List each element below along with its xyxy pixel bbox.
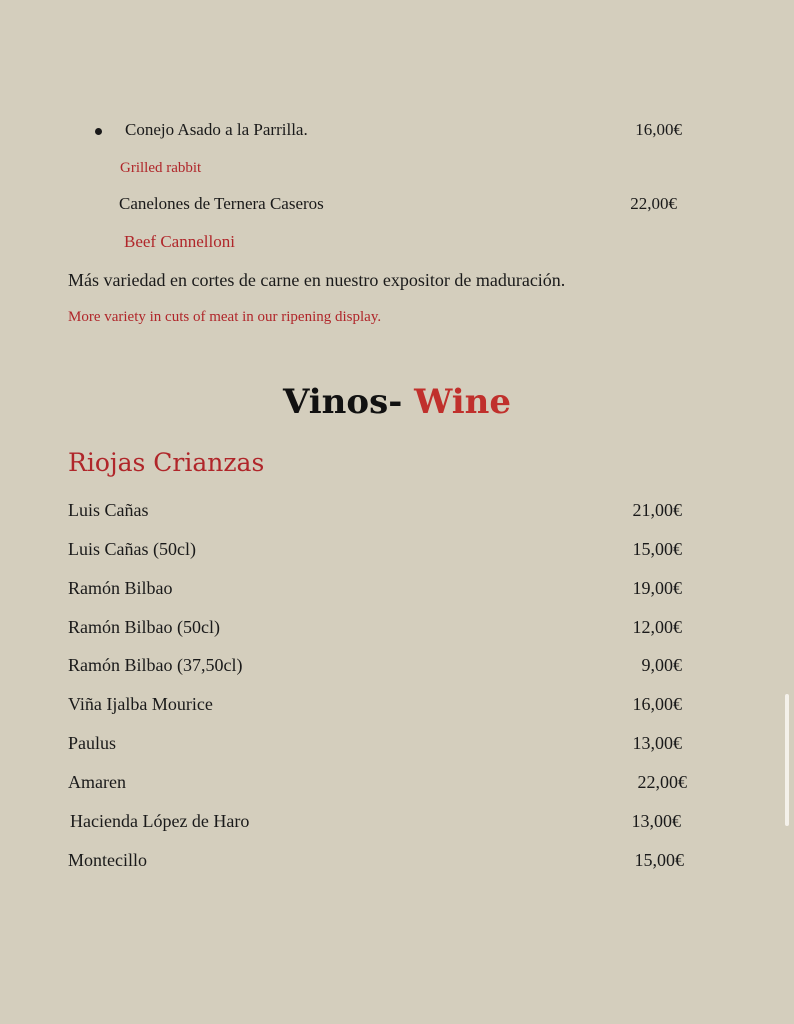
section-title: Riojas Crianzas [68,448,265,477]
wine-name: Montecillo [68,850,147,870]
dish-translation: Beef Cannelloni [124,232,235,251]
meat-note-translation: More variety in cuts of meat in our ripening display. [68,309,382,325]
wine-price: 16,00€ [632,694,682,714]
dish-price: 22,00€ [630,194,677,213]
scrollbar[interactable] [785,694,789,826]
bullet-icon [95,128,102,135]
wine-name: Luis Cañas [68,500,149,520]
wine-price: 15,00€ [632,539,682,559]
wine-price: 19,00€ [632,578,682,598]
wine-name: Paulus [68,733,117,753]
dish-price: 16,00€ [635,120,682,139]
wine-price: 22,00€ [637,772,687,792]
wine-name: Viña Ijalba Mourice [68,694,213,714]
meat-note: Más variedad en cortes de carne en nuestro expositor de maduración. [68,270,566,290]
wine-name: Luis Cañas (50cl) [68,539,196,559]
wine-price: 15,00€ [634,850,684,870]
dish-name: Conejo Asado a la Parrilla. [125,120,308,139]
wine-price: 21,00€ [632,500,682,520]
dish-translation: Grilled rabbit [120,160,202,176]
wine-price: 12,00€ [632,617,682,637]
wine-name: Ramón Bilbao [68,578,173,598]
wine-name: Amaren [68,772,126,792]
wine-price: 9,00€ [641,655,682,675]
wine-name: Ramón Bilbao (50cl) [68,617,220,637]
wine-name: Ramón Bilbao (37,50cl) [68,655,243,675]
wine-heading-es: Vinos- [282,382,403,422]
wine-price: 13,00€ [631,811,681,831]
wine-price: 13,00€ [632,733,682,753]
dish-name: Canelones de Ternera Caseros [119,194,324,213]
wine-name: Hacienda López de Haro [70,811,250,831]
wine-heading-en: Wine [414,382,512,422]
wine-heading [0,382,794,422]
